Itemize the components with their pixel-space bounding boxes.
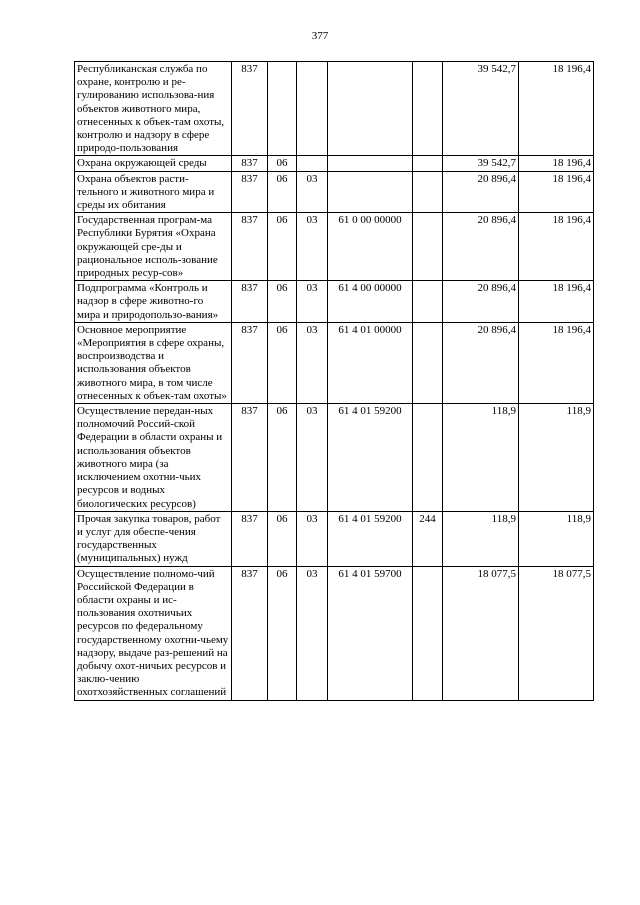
ved-code: 837: [232, 404, 268, 512]
subsection-code: 03: [297, 213, 328, 281]
target-article-code: 61 4 01 00000: [328, 322, 413, 403]
subsection-code: [297, 62, 328, 156]
subsection-code: 03: [297, 281, 328, 323]
amount-2: 18 196,4: [519, 156, 594, 171]
amount-1: 118,9: [443, 511, 519, 566]
target-article-code: 61 4 00 00000: [328, 281, 413, 323]
expense-type-code: [413, 62, 443, 156]
section-code: 06: [268, 511, 297, 566]
ved-code: 837: [232, 281, 268, 323]
row-name: Прочая закупка товаров, работ и услуг для обеспе-чения государственных (муниципальных) нужд: [75, 511, 232, 566]
target-article-code: [328, 62, 413, 156]
table-row: [75, 511, 594, 566]
amount-2: 18 196,4: [519, 322, 594, 403]
amount-1: 18 077,5: [443, 566, 519, 700]
subsection-code: 03: [297, 566, 328, 700]
ved-code: 837: [232, 213, 268, 281]
row-name: Охрана объектов расти-тельного и животного мира и среды их обитания: [75, 171, 232, 213]
amount-2: 18 077,5: [519, 566, 594, 700]
amount-1: 20 896,4: [443, 171, 519, 213]
amount-1: 118,9: [443, 404, 519, 512]
ved-code: 837: [232, 322, 268, 403]
amount-2: 118,9: [519, 404, 594, 512]
section-code: [268, 62, 297, 156]
section-code: 06: [268, 322, 297, 403]
amount-2: 18 196,4: [519, 281, 594, 323]
subsection-code: 03: [297, 511, 328, 566]
amount-2: 118,9: [519, 511, 594, 566]
amount-1: 39 542,7: [443, 156, 519, 171]
table-row: [75, 404, 594, 512]
ved-code: 837: [232, 566, 268, 700]
expense-type-code: [413, 566, 443, 700]
expense-type-code: [413, 281, 443, 323]
subsection-code: [297, 156, 328, 171]
ved-code: 837: [232, 171, 268, 213]
target-article-code: [328, 171, 413, 213]
amount-2: 18 196,4: [519, 62, 594, 156]
table-row: [75, 213, 594, 281]
subsection-code: 03: [297, 171, 328, 213]
target-article-code: 61 0 00 00000: [328, 213, 413, 281]
row-name: Республиканская служба по охране, контролю и ре-гулированию использова-ния объектов животного мира, отнесенных к объек-там охоты, контролю и надзору в сфере природо-пользования: [75, 62, 232, 156]
target-article-code: 61 4 01 59200: [328, 404, 413, 512]
target-article-code: 61 4 01 59200: [328, 511, 413, 566]
amount-1: 39 542,7: [443, 62, 519, 156]
section-code: 06: [268, 213, 297, 281]
amount-2: 18 196,4: [519, 213, 594, 281]
budget-table: [74, 61, 594, 701]
target-article-code: [328, 156, 413, 171]
expense-type-code: [413, 156, 443, 171]
table-row: [75, 322, 594, 403]
subsection-code: 03: [297, 322, 328, 403]
table-row: [75, 566, 594, 700]
row-name: Охрана окружающей среды: [75, 156, 232, 171]
table-row: [75, 156, 594, 171]
row-name: Государственная програм-ма Республики Бурятия «Охрана окружающей сре-ды и рациональное исполь-зование природных ресур-сов»: [75, 213, 232, 281]
section-code: 06: [268, 566, 297, 700]
expense-type-code: [413, 404, 443, 512]
amount-2: 18 196,4: [519, 171, 594, 213]
ved-code: 837: [232, 511, 268, 566]
ved-code: 837: [232, 156, 268, 171]
table-row: [75, 62, 594, 156]
row-name: Основное мероприятие «Мероприятия в сфере охраны, воспроизводства и использования объектов животного мира, в том числе отнесенных к объек-там охоты»: [75, 322, 232, 403]
expense-type-code: [413, 213, 443, 281]
row-name: Осуществление полномо-чий Российской Федерации в области охраны и ис-пользования охотничьих ресурсов по федеральному государственному охотни-чьему надзору, выдаче раз-решений на добычу охот-ничьих ресурсов и заклю-чению охотхозяйственных соглашений: [75, 566, 232, 700]
table-row: [75, 281, 594, 323]
section-code: 06: [268, 281, 297, 323]
section-code: 06: [268, 156, 297, 171]
expense-type-code: 244: [413, 511, 443, 566]
target-article-code: 61 4 01 59700: [328, 566, 413, 700]
expense-type-code: [413, 171, 443, 213]
ved-code: 837: [232, 62, 268, 156]
section-code: 06: [268, 171, 297, 213]
page-number: 377: [311, 30, 329, 42]
table-row: [75, 171, 594, 213]
row-name: Осуществление передан-ных полномочий Россий-ской Федерации в области охраны и использования объектов животного мира (за исключением охотни-чьих ресурсов и водных биологических ресурсов): [75, 404, 232, 512]
amount-1: 20 896,4: [443, 322, 519, 403]
row-name: Подпрограмма «Контроль и надзор в сфере животно-го мира и природопользо-вания»: [75, 281, 232, 323]
section-code: 06: [268, 404, 297, 512]
subsection-code: 03: [297, 404, 328, 512]
amount-1: 20 896,4: [443, 281, 519, 323]
amount-1: 20 896,4: [443, 213, 519, 281]
expense-type-code: [413, 322, 443, 403]
